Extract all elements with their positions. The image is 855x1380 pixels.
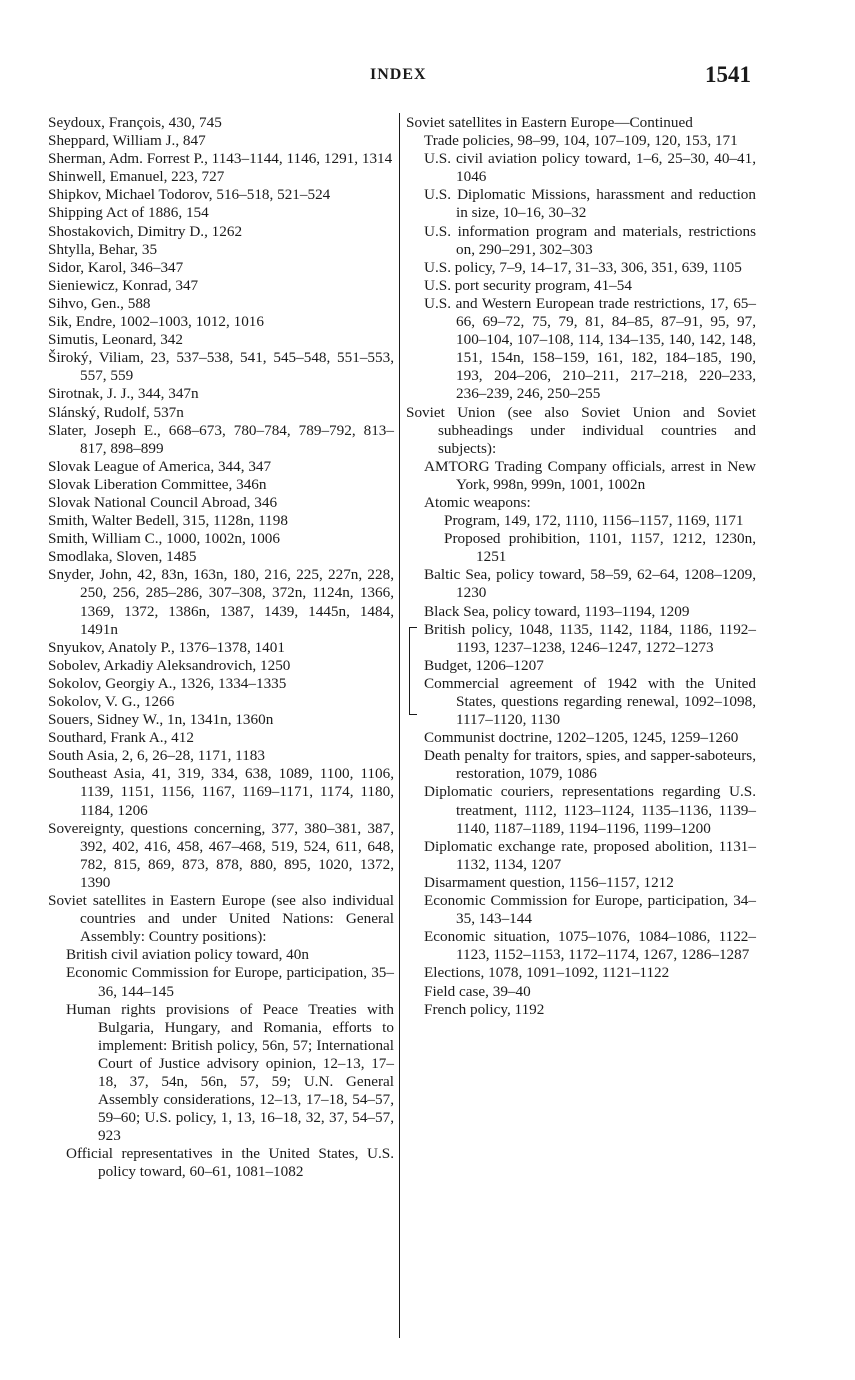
index-entry: Slovak Liberation Committee, 346n [48,475,267,493]
index-entry: Proposed prohibition, 1101, 1157, 1212, 1230n, 1251 [444,530,756,566]
index-entry: Southeast Asia, 41, 319, 334, 638, 1089, 1100, 1106, 1139, 1151, 1156, 1167, 1169–1171, 1174, 1180, 1184, 1206 [48,765,394,819]
index-entry: Sheppard, William J., 847 [48,132,206,150]
index-entry: Shostakovich, Dimitry D., 1262 [48,222,243,240]
index-entry: Smith, William C., 1000, 1002n, 1006 [48,530,280,548]
index-entry: Sokolov, Georgiy A., 1326, 1334–1335 [48,674,287,692]
index-entry: Sidor, Karol, 346–347 [48,258,184,276]
index-entry: Smith, Walter Bedell, 315, 1128n, 1198 [48,512,288,530]
index-entry: South Asia, 2, 6, 26–28, 1171, 1183 [48,747,265,765]
index-entry: U.S. policy, 7–9, 14–17, 31–33, 306, 351, 639, 1105 [424,258,742,276]
index-entry: Program, 149, 172, 1110, 1156–1157, 1169, 1171 [444,512,744,530]
index-column-right [406,114,756,1019]
index-entry: Snyukov, Anatoly P., 1376–1378, 1401 [48,638,285,656]
index-entry: Smodlaka, Sloven, 1485 [48,548,197,566]
index-entry: Disarmament question, 1156–1157, 1212 [424,873,674,891]
index-entry: Slater, Joseph E., 668–673, 780–784, 789–792, 813–817, 898–899 [48,421,394,457]
index-entry: U.S. port security program, 41–54 [424,276,632,294]
index-entry: Slánský, Rudolf, 537n [48,403,184,421]
index-entry: Soviet Union (see also Soviet Union and Soviet subheadings under individual countries and subjects): [406,403,756,457]
index-entry: Official representatives in the United States, U.S. policy toward, 60–61, 1081–1082 [66,1145,394,1181]
index-entry: Shipping Act of 1886, 154 [48,204,209,222]
column-divider [399,113,400,1338]
index-entry: Shinwell, Emanuel, 223, 727 [48,168,225,186]
index-entry: French policy, 1192 [424,1000,545,1018]
index-entry: Death penalty for traitors, spies, and sapper-saboteurs, restoration, 1079, 1086 [424,747,756,783]
index-entry: Elections, 1078, 1091–1092, 1121–1122 [424,964,670,982]
running-head: INDEX [370,66,427,83]
index-entry: Communist doctrine, 1202–1205, 1245, 1259–1260 [424,729,739,747]
index-entry: U.S. and Western European trade restrictions, 17, 65–66, 69–72, 75, 79, 81, 84–85, 87–91, 95, 97, 100–104, 107–108, 114, 134–135, 140, 142, 148, 151, 154n, 158–159, 161, 182, 184–185, 190, 193, 204–206, 210–211, 217–218, 220–233, 236–239, 246, 250–255 [424,294,756,403]
index-entry: Human rights provisions of Peace Treaties with Bulgaria, Hungary, and Romania, efforts to implement: British policy, 56n, 57; International Court of Justice advisory opinion, 12–13, 17–18, 37, 54n, 56n, 57, 59; U.N. General Assembly considerations, 12–13, 17–18, 54–57, 59–60; U.S. policy, 1, 13, 16–18, 32, 37, 54–57, 923 [66,1000,394,1145]
index-entry: Economic Commission for Europe, participation, 35–36, 144–145 [66,964,394,1000]
index-entry: Souers, Sidney W., 1n, 1341n, 1360n [48,711,274,729]
index-entry: Diplomatic exchange rate, proposed abolition, 1131–1132, 1134, 1207 [424,837,756,873]
page-header [0,62,855,92]
index-entry: Southard, Frank A., 412 [48,729,194,747]
index-entry: Field case, 39–40 [424,982,531,1000]
page-number: 1541 [705,62,751,87]
index-entry: Atomic weapons: [424,493,531,511]
index-entry: Trade policies, 98–99, 104, 107–109, 120, 153, 171 [424,132,738,150]
index-entry: Soviet satellites in Eastern Europe (see also individual countries and under United Nations: General Assembly: Country positions): [48,892,394,946]
index-entry: Economic situation, 1075–1076, 1084–1086, 1122–1123, 1152–1153, 1172–1174, 1267, 1286–1287 [424,928,756,964]
index-entry: Economic Commission for Europe, participation, 34–35, 143–144 [424,892,756,928]
index-entry: Sirotnak, J. J., 344, 347n [48,385,199,403]
index-entry: AMTORG Trading Company officials, arrest in New York, 998n, 999n, 1001, 1002n [424,457,756,493]
index-entry: Sobolev, Arkadiy Aleksandrovich, 1250 [48,656,291,674]
index-entry: Diplomatic couriers, representations regarding U.S. treatment, 1112, 1123–1124, 1135–1136, 1139–1140, 1187–1189, 1194–1196, 1199–1200 [424,783,756,837]
index-entry: Black Sea, policy toward, 1193–1194, 1209 [424,602,690,620]
index-entry: Sihvo, Gen., 588 [48,294,151,312]
index-column-left [48,114,394,1182]
index-entry: Sik, Endre, 1002–1003, 1012, 1016 [48,313,264,331]
index-entry: Sieniewicz, Konrad, 347 [48,276,199,294]
index-entry: British policy, 1048, 1135, 1142, 1184, 1186, 1192–1193, 1237–1238, 1246–1247, 1272–1273 [424,620,756,656]
index-entry: U.S. Diplomatic Missions, harassment and reduction in size, 10–16, 30–32 [424,186,756,222]
index-entry: Sherman, Adm. Forrest P., 1143–1144, 1146, 1291, 1314 [48,150,393,168]
index-entry: Široký, Viliam, 23, 537–538, 541, 545–548, 551–553, 557, 559 [48,349,394,385]
index-entry: Slovak National Council Abroad, 346 [48,493,278,511]
index-entry: Slovak League of America, 344, 347 [48,457,272,475]
index-entry: Soviet satellites in Eastern Europe—Continued [406,114,693,131]
index-entry: Baltic Sea, policy toward, 58–59, 62–64, 1208–1209, 1230 [424,566,756,602]
index-entry: Budget, 1206–1207 [424,656,544,674]
index-entry: U.S. civil aviation policy toward, 1–6, 25–30, 40–41, 1046 [424,150,756,186]
index-entry: Shtylla, Behar, 35 [48,240,158,258]
index-entry: Seydoux, François, 430, 745 [48,114,222,131]
index-entry: Simutis, Leonard, 342 [48,331,183,349]
index-entry: Sovereignty, questions concerning, 377, 380–381, 387, 392, 402, 416, 458, 467–468, 519, 524, 611, 648, 782, 815, 869, 873, 878, 880, 895, 1020, 1372, 1390 [48,819,394,891]
index-entry: Shipkov, Michael Todorov, 516–518, 521–524 [48,186,331,204]
index-entry: Sokolov, V. G., 1266 [48,693,175,710]
index-entry: Snyder, John, 42, 83n, 163n, 180, 216, 225, 227n, 228, 250, 256, 285–286, 307–308, 372n, 1124n, 1366, 1369, 1372, 1386n, 1387, 1439, 1445n, 1484, 1491n [48,566,394,638]
index-entry: Commercial agreement of 1942 with the United States, questions regarding renewal, 1092–1098, 1117–1120, 1130 [424,674,756,729]
index-entry: British civil aviation policy toward, 40n [66,946,309,964]
bracket-mark [409,627,417,715]
index-entry: U.S. information program and materials, restrictions on, 290–291, 302–303 [424,222,756,258]
